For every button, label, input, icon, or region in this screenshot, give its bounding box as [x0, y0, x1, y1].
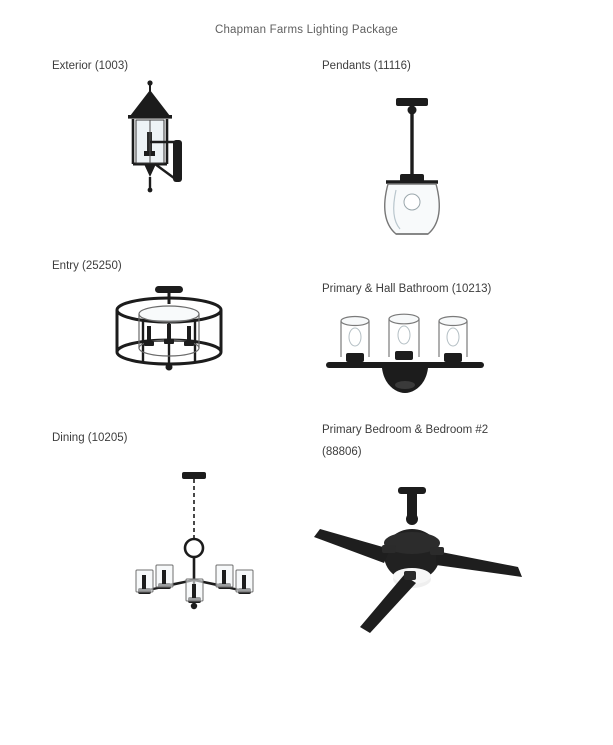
item-dining: [52, 428, 302, 650]
left-column: [52, 56, 302, 650]
glass-dome-pendant-icon: [322, 78, 587, 263]
item-dining-label: Dining (10205): [52, 431, 128, 444]
item-entry: [52, 256, 302, 408]
item-exterior-label: Exterior (1003): [52, 60, 129, 72]
outdoor-wall-lantern-icon: [52, 78, 302, 228]
pendants-figure: [322, 78, 587, 263]
ceiling-fan-icon: [312, 463, 577, 663]
entry-figure: [52, 278, 302, 408]
five-light-chandelier-icon: [52, 450, 302, 650]
item-bedroom-fan-label-line2: (88806): [322, 445, 362, 458]
three-light-vanity-bar-icon: [322, 301, 587, 406]
item-bedroom-fan-label-line1: Primary Bedroom & Bedroom #2: [322, 423, 489, 436]
item-pendants: [322, 56, 587, 263]
item-bedroom-fan: [322, 420, 587, 664]
item-bathroom: [322, 279, 587, 406]
item-bathroom-label: Primary & Hall Bathroom (10213): [322, 282, 492, 295]
page-title: Chapman Farms Lighting Package: [214, 24, 399, 36]
semi-flush-drum-light-icon: [52, 278, 302, 408]
item-exterior: [52, 56, 302, 228]
bathroom-figure: [322, 301, 587, 406]
item-bedroom-fan-label: [322, 420, 587, 464]
exterior-figure: [52, 78, 302, 228]
bedroom-fan-figure: [322, 463, 587, 663]
dining-figure: [52, 450, 302, 650]
item-pendants-label: Pendants (11116): [322, 60, 411, 72]
right-column: [322, 56, 587, 663]
item-entry-label: Entry (25250): [52, 259, 122, 272]
